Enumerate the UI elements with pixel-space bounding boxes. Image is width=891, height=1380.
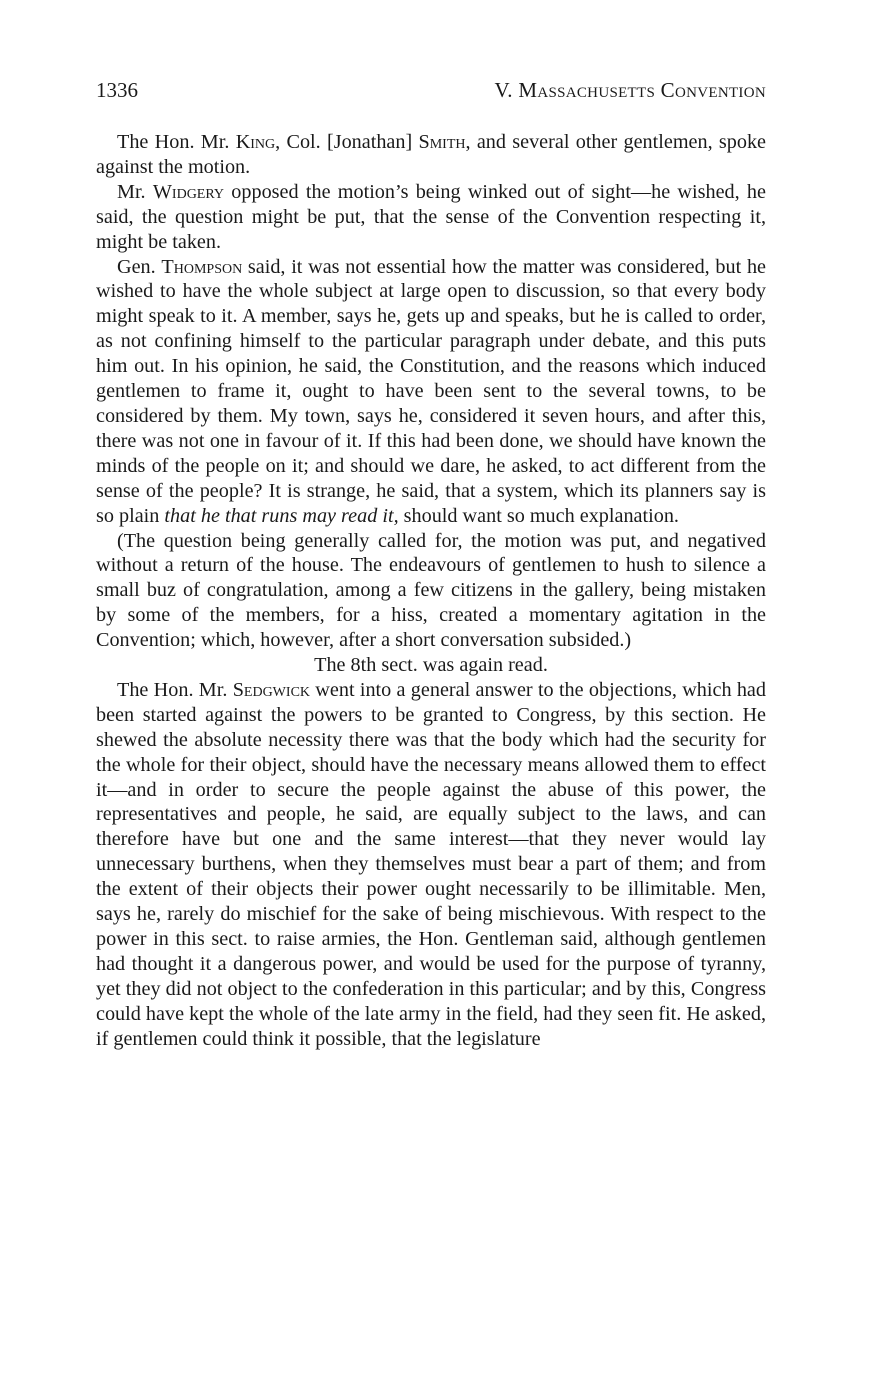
speaker-name: Smith (418, 131, 466, 153)
text-run: said, it was not essential how the matter was considered, but he wished to have the whole subject at large open to discussion, so that every body might speak to it. A member, says he, gets up and speaks, but he is called to order, as not confining himself to the particular paragraph under debate, and this puts him out. In his opinion, he said, the Constitution, and the reasons which induced gentlemen to frame it, ought to have been sent to the several towns, to be considered by them. My town, says he, considered it seven hours, and after this, there was not one in favour of it. If this had been done, we should have known the minds of the people on it; and should we dare, he asked, to act different from the sense of the people? It is strange, he said, that a system, which its planners say is so plain (96, 255, 766, 527)
text-run: The Hon. Mr. (117, 678, 233, 701)
paragraph-p2 (96, 180, 766, 255)
text-run: (The question being generally called for, the motion was put, and negatived without a return of the house. The endeavours of gentlemen to hush to silence a small buz of congratulation, among a few citizens in the gallery, being mistaken by some of the members, for a hiss, created a momentary agitation in the Convention; which, however, after a short conversation subsided.) (96, 529, 766, 652)
speaker-name: King (235, 131, 276, 153)
paragraph-p5 (96, 653, 766, 678)
speaker-name: Widgery (152, 180, 225, 203)
paragraph-p1 (96, 130, 766, 180)
book-page (96, 78, 766, 1052)
running-head: V. Massachusetts Convention (494, 78, 766, 102)
page-header (96, 78, 766, 108)
text-run: The Hon. Mr. (117, 131, 236, 153)
paragraph-p4 (96, 529, 766, 654)
text-run: Mr. (117, 180, 153, 203)
text-run: opposed the motion’s being winked out of sight—he wished, he said, the question might be put, that the sense of the Convention respecting it, might be taken. (96, 180, 766, 253)
paragraph-p6 (96, 678, 766, 1052)
text-run: , and several other gentlemen, spoke against the motion. (96, 131, 767, 178)
text-run: went into a general answer to the objections, which had been started against the powers to be granted to Congress, by this section. He shewed the absolute necessity there was that the body which had the security for the whole for their object, should have the necessary means allowed them to effect it—and in order to secure the people against the abuse of this power, the representatives and people, he said, are equally subject to the laws, and can therefore have but one and the same interest—that they never would lay unnecessary burthens, when they themselves must bear a part of them; and from the extent of their objects their power ought necessarily to be illimitable. Men, says he, rarely do mischief for the sake of being mischievous. With respect to the power in this sect. to raise armies, the Hon. Gentleman said, although gentlemen had thought it a dangerous power, and would be used for the purpose of tyranny, yet they did not object to the confederation in this particular; and by this, Congress could have kept the whole of the late army in the field, had they seen fit. He asked, if gentlemen could think it possible, that the legislature (96, 678, 766, 1050)
text-run: should want so much explanation. (398, 504, 679, 527)
body-text (96, 130, 766, 1052)
speaker-name: Thompson (161, 255, 243, 278)
text-run: , Col. [Jonathan] (275, 131, 419, 153)
paragraph-p3 (96, 255, 766, 529)
speaker-name: Sedgwick (232, 678, 311, 701)
italic-phrase: that he that runs may read it, (164, 504, 399, 527)
text-run: Gen. (117, 255, 162, 278)
page-number: 1336 (96, 78, 138, 102)
text-run: The 8th sect. was again read. (314, 654, 548, 677)
